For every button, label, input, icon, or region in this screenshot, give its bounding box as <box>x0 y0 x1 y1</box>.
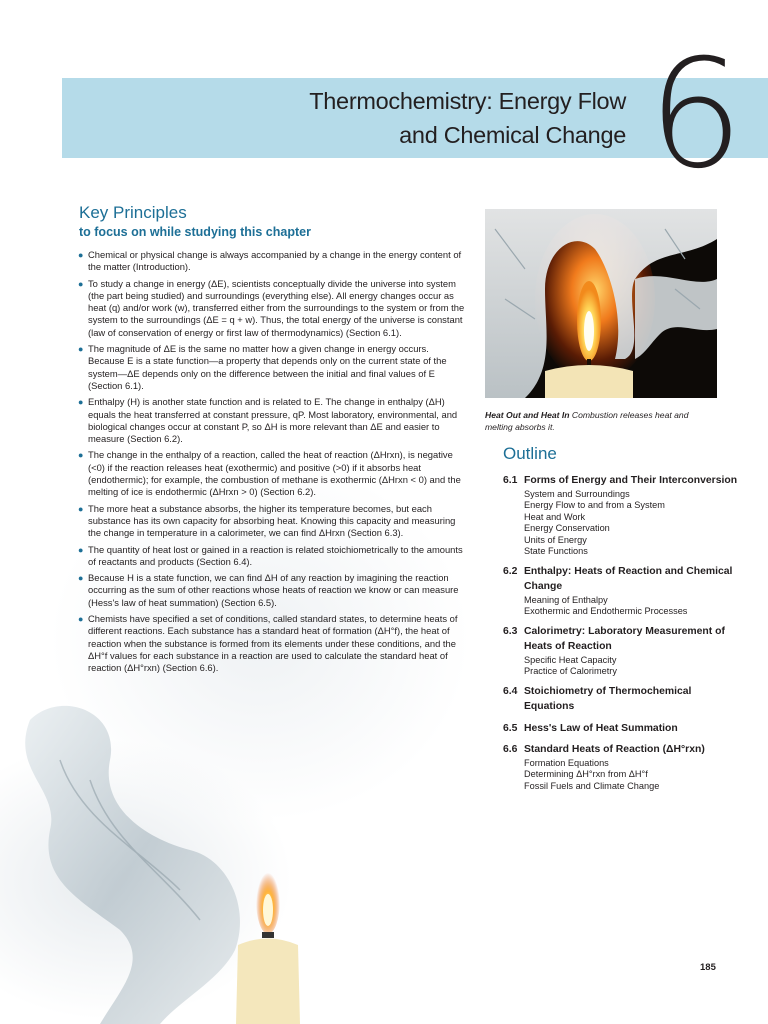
section-heading: 6.4 Stoichiometry of Thermochemical Equations <box>503 685 692 712</box>
subsection-item: Fossil Fuels and Climate Change <box>524 780 660 791</box>
outline-list <box>503 473 743 798</box>
bullet-icon: ● <box>78 250 84 260</box>
bullet-icon: ● <box>78 450 84 461</box>
chapter-number: 6 <box>648 28 744 202</box>
bullet-icon: ● <box>78 344 84 355</box>
photo-caption-title: Heat Out and Heat In <box>485 410 570 420</box>
principle-item: ● Enthalpy (H) is another state function and is related to E. The change in enthalpy (ΔH) equals the heat transferred at constant pressure, qP. Most laboratory, environmental, and biological changes occur at constant P, so ΔH is more relevant than ΔE and easier to measure (Section 6.2). <box>78 396 458 445</box>
chapter-title <box>206 84 626 152</box>
principle-item: ● Chemical or physical change is always accompanied by a change in the energy content of the matter (Introduction). <box>78 249 462 273</box>
bullet-icon: ● <box>78 614 84 625</box>
principle-item: ● Because H is a state function, we can find ΔH of any reaction by imagining the reaction occurring as the sum of other reactions whose heats of reaction we know or can measure (Hess's law of heat summation) (Section 6.5). <box>78 572 459 608</box>
outline-section <box>503 742 743 792</box>
bullet-icon: ● <box>78 397 84 408</box>
photo-caption <box>485 410 717 433</box>
outline-section <box>503 473 743 558</box>
principle-item: ● To study a change in energy (ΔE), scientists conceptually divide the universe into system (the part being studied) and surroundings (everything else). All energy changes occur as heat (q) and/or work (w), transferred either from the surroundings to the system or from the system to the surroundings (ΔE = q + w). Thus, the total energy of the universe is constant (law of conservation of energy or first law of thermodynamics) (Section 6.1). <box>78 277 465 338</box>
flame-ice-photo <box>485 209 717 398</box>
principle-item: ● Chemists have specified a set of conditions, called standard states, to determine heats of different reactions. Each substance has a standard heat of formation (ΔH°f), the heat of reaction when the substance is formed from its elements under these conditions, and the ΔH°f values for each substance in a reaction are used to calculate the standard heat of reaction (ΔH°rxn) (Section 6.6). <box>78 613 458 674</box>
chapter-title-line-1: Thermochemistry: Energy Flow <box>309 88 626 114</box>
outline-section <box>503 624 743 678</box>
outline-section <box>503 721 743 737</box>
key-principles-list <box>78 249 466 679</box>
section-heading: 6.1 Forms of Energy and Their Interconversion <box>503 475 738 486</box>
bullet-icon: ● <box>78 503 84 514</box>
subsection-item: Specific Heat Capacity <box>524 654 617 665</box>
subsection-item: Energy Flow to and from a System <box>524 500 665 510</box>
subsection-item: Exothermic and Endothermic Processes <box>524 606 688 616</box>
principle-item: ● The more heat a substance absorbs, the higher its temperature becomes, but each substance has its own capacity for absorbing heat. Knowing this capacity and measuring the change in temperature in a calorimeter, we can find ΔHrxn (Section 6.3). <box>78 502 456 539</box>
photo-caption-text: Combustion releases heat and melting absorbs it. <box>485 410 689 432</box>
outline-title: Outline <box>503 444 557 463</box>
key-principles-subtitle: to focus on while studying this chapter <box>79 225 311 239</box>
principle-item: ● The change in the enthalpy of a reaction, called the heat of reaction (ΔHrxn), is negative (<0) if the reaction releases heat (exothermic) and positive (>0) if it absorbs heat (endothermic); for example, the combustion of methane is exothermic (ΔHrxn < 0) and the melting of ice is endothermic (ΔHrxn > 0) (Section 6.2). <box>78 449 461 498</box>
section-heading: 6.6 Standard Heats of Reaction (ΔH°rxn) <box>503 744 705 755</box>
key-principles-title: Key Principles <box>79 203 187 222</box>
section-heading: 6.2 Enthalpy: Heats of Reaction and Chemical Change <box>503 565 733 592</box>
subsection-item: Formation Equations <box>524 757 609 768</box>
subsection-item: Practice of Calorimetry <box>524 666 617 676</box>
subsection-item: State Functions <box>524 546 588 556</box>
chapter-title-line-2: and Chemical Change <box>399 122 626 148</box>
subsection-item: Energy Conservation <box>524 523 610 533</box>
outline-section <box>503 684 743 715</box>
principle-item: ● The magnitude of ΔE is the same no matter how a given change in energy occurs. Because E is a state function—a property that depends only on the current state of the system—ΔE depends only on the difference between the initial and final values of E (Section 6.1). <box>78 343 447 391</box>
section-heading: 6.5 Hess's Law of Heat Summation <box>503 722 678 734</box>
section-heading: 6.3 Calorimetry: Laboratory Measurement of Heats of Reaction <box>503 625 725 652</box>
subsection-item: Determining ΔH°rxn from ΔH°f <box>524 769 648 779</box>
bullet-icon: ● <box>78 573 84 584</box>
subsection-item: Units of Energy <box>524 534 587 545</box>
bullet-icon: ● <box>78 278 84 289</box>
ice-candle-illustration <box>0 700 300 1024</box>
principle-item: ● The quantity of heat lost or gained in a reaction is related stoichiometrically to the amounts of reactants and products (Section 6.4). <box>78 543 463 567</box>
subsection-item: Meaning of Enthalpy <box>524 594 608 605</box>
subsection-item: System and Surroundings <box>524 488 630 499</box>
page-number: 185 <box>700 962 716 973</box>
outline-section <box>503 564 743 618</box>
subsection-item: Heat and Work <box>524 511 586 522</box>
bullet-icon: ● <box>78 544 84 555</box>
